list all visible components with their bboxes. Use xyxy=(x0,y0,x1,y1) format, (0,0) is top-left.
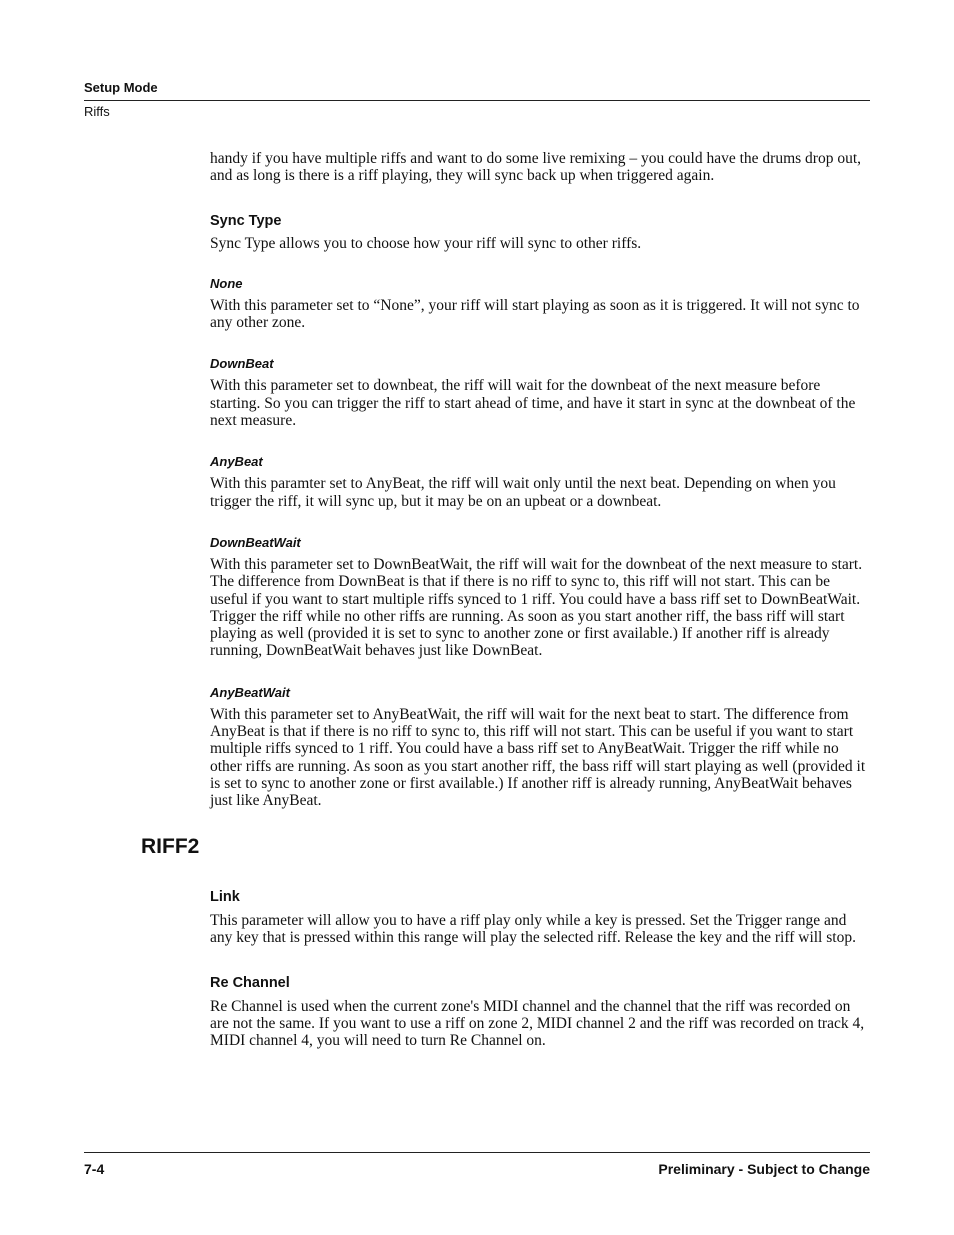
option-downbeatwait-paragraph: With this parameter set to DownBeatWait, the riff will wait for the downbeat of the next measure to start. The difference from DownBeat is that if there is no riff to sync to, this riff will not start. This can be useful if you want to start multiple riffs synced to 1 riff. You could have a bass riff set to DownBeatWait. Trigger the riff while no other riffs are running. As soon as you start another riff, the bass riff will start playing as well (provided it is set to sync to another zone or first available.) If another riff is already running, DownBeatWait behaves just like DownBeat. xyxy=(210,555,863,660)
page-number: 7-4 xyxy=(84,1161,105,1177)
option-none-heading: None xyxy=(210,275,243,291)
option-downbeat-paragraph: With this parameter set to downbeat, the riff will wait for the downbeat of the next measure before starting. So you can trigger the riff to start ahead of time, and have it start in sync at the downbeat of the next measure. xyxy=(210,377,856,430)
re-channel-paragraph: Re Channel is used when the current zone's MIDI channel and the channel that the riff was recorded on are not the same. If you want to use a riff on zone 2, MIDI channel 2 and the riff was recorded on track 4, MIDI channel 4, you will need to turn Re Channel on. xyxy=(210,997,865,1050)
sync-type-heading: Sync Type xyxy=(210,212,282,229)
sync-type-paragraph: Sync Type allows you to choose how your riff will sync to other riffs. xyxy=(210,234,642,252)
footer-note: Preliminary - Subject to Change xyxy=(658,1161,870,1177)
option-downbeat-heading: DownBeat xyxy=(210,356,274,372)
header-section-title: Riffs xyxy=(84,104,110,119)
option-downbeatwait-heading: DownBeatWait xyxy=(210,534,301,550)
riff2-content xyxy=(210,888,870,1049)
option-anybeat-paragraph: With this paramter set to AnyBeat, the riff will wait only until the next beat. Depending on when you trigger the riff, it will sync up, but it may be on an upbeat or a downbeat. xyxy=(210,475,836,510)
option-anybeatwait-paragraph: With this parameter set to AnyBeatWait, the riff will wait for the next beat to start. The difference from AnyBeat is that if there is no riff to sync to, this riff will not start. This can be useful if you want to start multiple riffs synced to 1 riff. You could have a bass riff set to AnyBeatWait. Trigger the riff while no other riffs are running. As soon as you start another riff, the bass riff will start playing as well (provided it is set to sync to another zone or first available.) If another riff is already running, AnyBeatWait behaves just like AnyBeat. xyxy=(210,705,866,810)
link-heading: Link xyxy=(210,889,240,905)
header-divider xyxy=(84,100,870,101)
footer-divider xyxy=(84,1152,870,1153)
main-content xyxy=(210,150,870,810)
riff2-heading: RIFF2 xyxy=(141,835,200,858)
intro-paragraph: handy if you have multiple riffs and want to do some live remixing – you could have the drums drop out, and as long is there is a riff playing, they will sync back up when triggered again. xyxy=(210,150,862,185)
link-paragraph: This parameter will allow you to have a riff play only while a key is pressed. Set the Trigger range and any key that is pressed within this range will play the selected riff. Release the key and the riff will stop. xyxy=(210,912,856,947)
option-anybeat-heading: AnyBeat xyxy=(210,454,263,470)
option-none-paragraph: With this parameter set to “None”, your riff will start playing as soon as it is triggered. It will not sync to any other zone. xyxy=(210,296,860,332)
option-anybeatwait-heading: AnyBeatWait xyxy=(210,684,290,700)
re-channel-heading: Re Channel xyxy=(210,974,290,991)
header-chapter-title: Setup Mode xyxy=(84,80,158,95)
